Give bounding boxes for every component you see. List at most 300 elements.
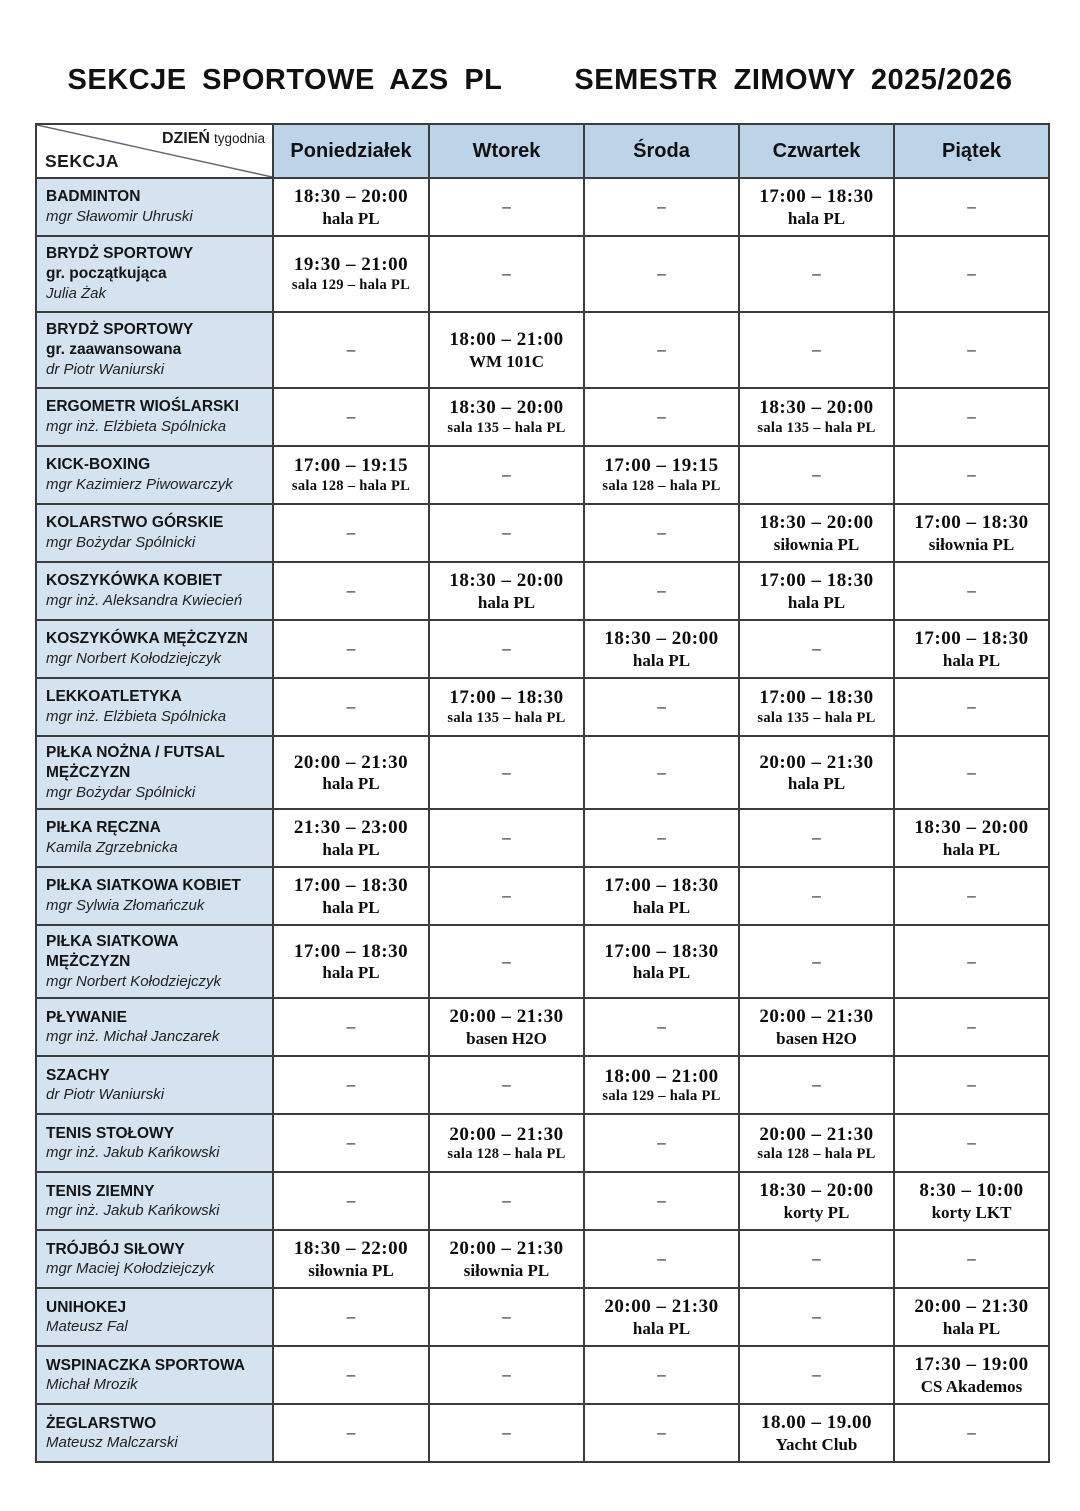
schedule-cell bbox=[894, 1404, 1049, 1462]
slot-time: 17:00 – 18:30 bbox=[914, 627, 1029, 649]
empty-slot-dash: – bbox=[812, 264, 821, 283]
empty-slot-dash: – bbox=[812, 1307, 821, 1327]
empty-slot-dash: – bbox=[346, 1075, 356, 1095]
slot-time: 18:30 – 20:00 bbox=[759, 397, 874, 419]
empty-slot-dash: – bbox=[967, 951, 976, 971]
empty-slot-dash: – bbox=[812, 639, 821, 658]
section-name: TENIS ZIEMNY bbox=[46, 1182, 155, 1200]
schedule-cell bbox=[584, 1114, 739, 1172]
schedule-cell bbox=[273, 1346, 429, 1404]
schedule-cell bbox=[739, 504, 894, 562]
table-row bbox=[36, 446, 1049, 504]
slot-venue: siłownia PL bbox=[773, 534, 860, 554]
table-row bbox=[36, 678, 1049, 736]
section-subtitle: gr. zaawansowana bbox=[46, 341, 182, 359]
table-row bbox=[36, 178, 1049, 236]
slot-venue: hala PL bbox=[942, 839, 1001, 859]
empty-slot-dash: – bbox=[657, 523, 666, 542]
empty-slot-dash: – bbox=[967, 407, 976, 426]
slot-venue: sala 135 – hala PL bbox=[757, 420, 876, 437]
schedule-cell bbox=[894, 504, 1049, 562]
table-row bbox=[36, 925, 1049, 998]
section-instructor: dr Piotr Waniurski bbox=[46, 1086, 165, 1104]
slot-venue: sala 129 – hala PL bbox=[291, 277, 411, 294]
schedule-cell bbox=[429, 1346, 584, 1404]
schedule-cell bbox=[894, 178, 1049, 236]
slot-time: 20:00 – 21:30 bbox=[759, 1123, 874, 1145]
section-name: TENIS STOŁOWY bbox=[46, 1124, 175, 1142]
empty-slot-dash: – bbox=[657, 1365, 666, 1385]
schedule-cell bbox=[894, 1288, 1049, 1346]
document-title bbox=[0, 64, 1080, 97]
schedule-cell bbox=[273, 678, 429, 736]
schedule-cell bbox=[273, 736, 429, 809]
empty-slot-dash: – bbox=[502, 1191, 511, 1211]
schedule-cell bbox=[739, 178, 894, 236]
schedule-cell bbox=[894, 678, 1049, 736]
schedule-cell bbox=[429, 1114, 584, 1172]
empty-slot-dash: – bbox=[967, 264, 976, 283]
slot-venue: hala PL bbox=[632, 963, 691, 983]
schedule-cell bbox=[894, 388, 1049, 446]
empty-slot-dash: – bbox=[657, 697, 666, 716]
schedule-cell bbox=[584, 236, 739, 312]
slot-time: 17:00 – 18:30 bbox=[449, 687, 564, 709]
slot-time: 18:30 – 20:00 bbox=[293, 185, 409, 207]
empty-slot-dash: – bbox=[346, 523, 356, 542]
slot-time: 18:30 – 20:00 bbox=[759, 511, 874, 533]
empty-slot-dash: – bbox=[812, 886, 821, 906]
slot-venue: sala 128 – hala PL bbox=[447, 1146, 566, 1163]
empty-slot-dash: – bbox=[502, 762, 511, 782]
schedule-cell bbox=[273, 236, 429, 312]
schedule-cell bbox=[584, 1404, 739, 1462]
slot-venue: sala 135 – hala PL bbox=[757, 710, 876, 727]
section-cell bbox=[36, 867, 273, 925]
section-name: UNIHOKEJ bbox=[46, 1298, 127, 1316]
empty-slot-dash: – bbox=[967, 762, 976, 782]
table-row bbox=[36, 236, 1049, 312]
slot-venue: basen H2O bbox=[776, 1028, 857, 1048]
slot-time: 20:00 – 21:30 bbox=[293, 751, 409, 773]
schedule-cell bbox=[894, 620, 1049, 678]
section-name: KOSZYKÓWKA MĘŻCZYZN bbox=[46, 630, 248, 648]
schedule-cell bbox=[739, 1172, 894, 1230]
section-subtitle: gr. początkująca bbox=[46, 265, 167, 283]
schedule-cell bbox=[894, 446, 1049, 504]
slot-time: 8:30 – 10:00 bbox=[919, 1180, 1024, 1202]
section-name: BADMINTON bbox=[46, 188, 141, 206]
schedule-cell bbox=[273, 446, 429, 504]
empty-slot-dash: – bbox=[502, 1365, 511, 1385]
table-row bbox=[36, 1114, 1049, 1172]
empty-slot-dash: – bbox=[502, 639, 511, 658]
empty-slot-dash: – bbox=[657, 828, 666, 848]
empty-slot-dash: – bbox=[502, 197, 511, 216]
section-instructor: mgr Bożydar Spólnicki bbox=[46, 534, 196, 552]
section-cell bbox=[36, 736, 273, 809]
schedule-cell bbox=[584, 504, 739, 562]
section-instructor: dr Piotr Waniurski bbox=[46, 361, 165, 379]
schedule-cell bbox=[739, 236, 894, 312]
schedule-cell bbox=[429, 736, 584, 809]
slot-venue: siłownia PL bbox=[928, 534, 1015, 554]
section-instructor: mgr inż. Jakub Kańkowski bbox=[46, 1202, 220, 1220]
day-header-thursday: Czwartek bbox=[739, 124, 894, 178]
empty-slot-dash: – bbox=[346, 1017, 356, 1037]
day-header-wednesday: Środa bbox=[584, 124, 739, 178]
slot-venue: hala PL bbox=[632, 897, 691, 917]
day-header-tuesday: Wtorek bbox=[429, 124, 584, 178]
table-row bbox=[36, 1404, 1049, 1462]
section-instructor: mgr Norbert Kołodziejczyk bbox=[46, 650, 222, 668]
slot-venue: hala PL bbox=[322, 208, 380, 228]
schedule-cell bbox=[273, 1288, 429, 1346]
schedule-cell bbox=[273, 620, 429, 678]
slot-venue: hala PL bbox=[942, 1318, 1001, 1338]
empty-slot-dash: – bbox=[967, 1075, 976, 1095]
slot-venue: sala 128 – hala PL bbox=[757, 1146, 876, 1163]
slot-venue: hala PL bbox=[787, 208, 846, 228]
slot-venue: hala PL bbox=[322, 839, 380, 859]
schedule-cell bbox=[894, 312, 1049, 388]
schedule-cell bbox=[894, 1056, 1049, 1114]
slot-venue: korty PL bbox=[783, 1202, 850, 1222]
slot-venue: siłownia PL bbox=[308, 1260, 394, 1280]
table-row bbox=[36, 620, 1049, 678]
slot-venue: basen H2O bbox=[466, 1028, 547, 1048]
section-cell bbox=[36, 388, 273, 446]
schedule-cell bbox=[429, 504, 584, 562]
schedule-cell bbox=[273, 388, 429, 446]
slot-venue: sala 135 – hala PL bbox=[447, 710, 566, 727]
header-row bbox=[36, 124, 1049, 178]
empty-slot-dash: – bbox=[967, 697, 976, 716]
section-name: LEKKOATLETYKA bbox=[46, 688, 182, 706]
table-row bbox=[36, 867, 1049, 925]
empty-slot-dash: – bbox=[657, 1017, 666, 1037]
empty-slot-dash: – bbox=[502, 264, 511, 283]
section-name: PIŁKA RĘCZNA bbox=[46, 819, 161, 837]
schedule-cell bbox=[584, 1172, 739, 1230]
slot-time: 18:30 – 20:00 bbox=[449, 569, 564, 591]
table-row bbox=[36, 1346, 1049, 1404]
empty-slot-dash: – bbox=[502, 1307, 511, 1327]
schedule-cell bbox=[273, 562, 429, 620]
schedule-cell bbox=[273, 867, 429, 925]
schedule-cell bbox=[584, 312, 739, 388]
empty-slot-dash: – bbox=[502, 1423, 511, 1443]
schedule-cell bbox=[739, 446, 894, 504]
section-cell bbox=[36, 1172, 273, 1230]
slot-time: 17:00 – 18:30 bbox=[293, 940, 409, 962]
section-name: WSPINACZKA SPORTOWA bbox=[46, 1356, 245, 1374]
slot-venue: sala 135 – hala PL bbox=[447, 420, 566, 437]
slot-time: 20:00 – 21:30 bbox=[449, 1006, 564, 1028]
day-header-friday: Piątek bbox=[894, 124, 1049, 178]
section-name: KOLARSTWO GÓRSKIE bbox=[46, 514, 224, 532]
slot-time: 18:00 – 21:00 bbox=[449, 328, 564, 350]
slot-time: 18:30 – 22:00 bbox=[293, 1238, 409, 1260]
schedule-cell bbox=[429, 178, 584, 236]
slot-venue: CS Akademos bbox=[920, 1376, 1023, 1396]
section-cell bbox=[36, 1056, 273, 1114]
schedule-cell bbox=[429, 678, 584, 736]
slot-venue: korty LKT bbox=[931, 1202, 1012, 1222]
empty-slot-dash: – bbox=[346, 1423, 356, 1443]
section-instructor: mgr inż. Elżbieta Spólnicka bbox=[46, 418, 227, 436]
schedule-cell bbox=[739, 562, 894, 620]
empty-slot-dash: – bbox=[967, 581, 976, 600]
section-instructor: Kamila Zgrzebnicka bbox=[46, 839, 178, 857]
section-cell bbox=[36, 504, 273, 562]
schedule-cell bbox=[429, 388, 584, 446]
schedule-cell bbox=[429, 1288, 584, 1346]
empty-slot-dash: – bbox=[502, 465, 511, 484]
table-row bbox=[36, 504, 1049, 562]
schedule-cell bbox=[273, 178, 429, 236]
slot-time: 20:00 – 21:30 bbox=[759, 1006, 874, 1028]
empty-slot-dash: – bbox=[657, 264, 666, 283]
empty-slot-dash: – bbox=[967, 340, 976, 359]
schedule-cell bbox=[894, 998, 1049, 1056]
schedule-cell bbox=[429, 867, 584, 925]
empty-slot-dash: – bbox=[812, 465, 821, 484]
empty-slot-dash: – bbox=[967, 886, 976, 906]
empty-slot-dash: – bbox=[657, 581, 666, 600]
schedule-cell bbox=[273, 1404, 429, 1462]
slot-venue: sala 128 – hala PL bbox=[291, 478, 411, 495]
schedule-cell bbox=[429, 925, 584, 998]
empty-slot-dash: – bbox=[657, 340, 666, 359]
section-cell bbox=[36, 1114, 273, 1172]
section-name: KICK-BOXING bbox=[46, 456, 151, 474]
schedule-cell bbox=[273, 925, 429, 998]
schedule-cell bbox=[273, 1114, 429, 1172]
schedule-cell bbox=[894, 809, 1049, 867]
empty-slot-dash: – bbox=[657, 762, 666, 782]
empty-slot-dash: – bbox=[967, 1249, 976, 1269]
schedule-cell bbox=[894, 925, 1049, 998]
slot-venue: hala PL bbox=[632, 650, 691, 670]
schedule-cell bbox=[739, 925, 894, 998]
schedule-cell bbox=[739, 1056, 894, 1114]
schedule-cell bbox=[894, 1114, 1049, 1172]
table-row bbox=[36, 1230, 1049, 1288]
corner-cell bbox=[36, 124, 273, 178]
schedule-cell bbox=[429, 1230, 584, 1288]
slot-time: 17:00 – 18:30 bbox=[914, 511, 1029, 533]
section-instructor: mgr inż. Elżbieta Spólnicka bbox=[46, 708, 227, 726]
section-cell bbox=[36, 236, 273, 312]
section-instructor: mgr Maciej Kołodziejczyk bbox=[46, 1260, 215, 1278]
schedule-cell bbox=[739, 1404, 894, 1462]
empty-slot-dash: – bbox=[657, 1133, 666, 1153]
schedule-cell bbox=[894, 1346, 1049, 1404]
schedule-cell bbox=[894, 562, 1049, 620]
slot-time: 18:30 – 20:00 bbox=[914, 817, 1029, 839]
schedule-cell bbox=[584, 1346, 739, 1404]
corner-label-section: SEKCJA bbox=[45, 151, 119, 171]
empty-slot-dash: – bbox=[967, 465, 976, 484]
schedule-cell bbox=[584, 809, 739, 867]
table-row bbox=[36, 1056, 1049, 1114]
day-header-monday: Poniedziałek bbox=[273, 124, 429, 178]
table-row bbox=[36, 1288, 1049, 1346]
slot-time: 17:00 – 18:30 bbox=[759, 569, 874, 591]
schedule-cell bbox=[739, 312, 894, 388]
schedule-cell bbox=[584, 1230, 739, 1288]
page-subtitle-semester: SEMESTR ZIMOWY 2025/2026 bbox=[574, 64, 1013, 96]
section-cell bbox=[36, 925, 273, 998]
schedule-cell bbox=[584, 678, 739, 736]
slot-time: 19:30 – 21:00 bbox=[293, 254, 409, 276]
schedule-cell bbox=[273, 998, 429, 1056]
schedule-cell bbox=[739, 867, 894, 925]
schedule-cell bbox=[429, 1172, 584, 1230]
section-cell bbox=[36, 678, 273, 736]
schedule-cell bbox=[429, 1056, 584, 1114]
schedule-cell bbox=[739, 1230, 894, 1288]
schedule-cell bbox=[429, 1404, 584, 1462]
section-instructor: Mateusz Fal bbox=[46, 1318, 128, 1336]
section-name: BRYDŻ SPORTOWY bbox=[46, 245, 194, 263]
section-instructor: mgr inż. Jakub Kańkowski bbox=[46, 1144, 220, 1162]
schedule-cell bbox=[429, 809, 584, 867]
slot-time: 18:30 – 20:00 bbox=[759, 1180, 874, 1202]
schedule-cell bbox=[429, 998, 584, 1056]
section-instructor: mgr Sławomir Uhruski bbox=[46, 208, 193, 226]
section-name: PŁYWANIE bbox=[46, 1008, 127, 1026]
slot-time: 18.00 – 19.00 bbox=[761, 1412, 872, 1434]
empty-slot-dash: – bbox=[502, 828, 511, 848]
section-instructor: mgr Bożydar Spólnicki bbox=[46, 783, 196, 801]
slot-time: 18:00 – 21:00 bbox=[604, 1065, 719, 1087]
schedule-cell bbox=[273, 1172, 429, 1230]
empty-slot-dash: – bbox=[657, 407, 666, 426]
section-instructor: mgr Sylwia Złomańczuk bbox=[46, 897, 205, 915]
empty-slot-dash: – bbox=[657, 1423, 666, 1443]
schedule-cell bbox=[894, 867, 1049, 925]
schedule-cell bbox=[584, 867, 739, 925]
slot-time: 17:30 – 19:00 bbox=[914, 1354, 1029, 1376]
section-name: ERGOMETR WIOŚLARSKI bbox=[46, 398, 239, 416]
empty-slot-dash: – bbox=[502, 886, 511, 906]
section-cell bbox=[36, 1230, 273, 1288]
schedule-cell bbox=[739, 1288, 894, 1346]
slot-venue: siłownia PL bbox=[463, 1260, 550, 1280]
section-name: BRYDŻ SPORTOWY bbox=[46, 321, 194, 339]
schedule-cell bbox=[894, 1230, 1049, 1288]
schedule-cell bbox=[894, 1172, 1049, 1230]
schedule-cell bbox=[584, 446, 739, 504]
empty-slot-dash: – bbox=[812, 828, 821, 848]
empty-slot-dash: – bbox=[346, 1365, 356, 1385]
empty-slot-dash: – bbox=[346, 1307, 356, 1327]
slot-time: 17:00 – 18:30 bbox=[604, 875, 719, 897]
section-name: PIŁKA SIATKOWA MĘŻCZYZN bbox=[46, 933, 179, 970]
section-instructor: mgr Norbert Kołodziejczyk bbox=[46, 972, 222, 990]
slot-venue: hala PL bbox=[787, 592, 846, 612]
slot-venue: hala PL bbox=[322, 963, 380, 983]
slot-venue: hala PL bbox=[942, 650, 1001, 670]
table-row bbox=[36, 388, 1049, 446]
table-row bbox=[36, 562, 1049, 620]
slot-venue: hala PL bbox=[632, 1318, 691, 1338]
schedule-cell bbox=[584, 925, 739, 998]
section-cell bbox=[36, 1346, 273, 1404]
schedule-cell bbox=[584, 562, 739, 620]
slot-time: 20:00 – 21:30 bbox=[604, 1296, 719, 1318]
empty-slot-dash: – bbox=[967, 1423, 976, 1443]
schedule-cell bbox=[739, 736, 894, 809]
slot-venue: hala PL bbox=[477, 592, 536, 612]
section-instructor: mgr inż. Aleksandra Kwiecień bbox=[46, 592, 243, 610]
section-name: TRÓJBÓJ SIŁOWY bbox=[46, 1240, 185, 1258]
empty-slot-dash: – bbox=[812, 340, 821, 359]
slot-venue: hala PL bbox=[322, 897, 380, 917]
section-name: KOSZYKÓWKA KOBIET bbox=[46, 572, 222, 590]
slot-time: 17:00 – 19:15 bbox=[604, 455, 719, 477]
empty-slot-dash: – bbox=[812, 1365, 821, 1385]
empty-slot-dash: – bbox=[812, 1249, 821, 1269]
schedule-cell bbox=[584, 620, 739, 678]
slot-venue: hala PL bbox=[787, 774, 846, 794]
empty-slot-dash: – bbox=[657, 1249, 666, 1269]
slot-venue: sala 129 – hala PL bbox=[602, 1088, 721, 1105]
schedule-cell bbox=[739, 809, 894, 867]
section-instructor: mgr inż. Michał Janczarek bbox=[46, 1028, 220, 1046]
slot-time: 18:30 – 20:00 bbox=[449, 397, 564, 419]
schedule-cell bbox=[273, 1230, 429, 1288]
schedule-cell bbox=[584, 1056, 739, 1114]
slot-time: 17:00 – 18:30 bbox=[604, 940, 719, 962]
schedule-cell bbox=[584, 736, 739, 809]
table-row bbox=[36, 736, 1049, 809]
section-name: SZACHY bbox=[46, 1066, 110, 1084]
empty-slot-dash: – bbox=[346, 639, 356, 658]
empty-slot-dash: – bbox=[967, 1017, 976, 1037]
schedule-cell bbox=[739, 998, 894, 1056]
schedule-cell bbox=[584, 998, 739, 1056]
table-row bbox=[36, 998, 1049, 1056]
schedule-cell bbox=[429, 446, 584, 504]
slot-time: 21:30 – 23:00 bbox=[293, 817, 409, 839]
empty-slot-dash: – bbox=[346, 1191, 356, 1211]
empty-slot-dash: – bbox=[967, 197, 976, 216]
empty-slot-dash: – bbox=[812, 951, 821, 971]
empty-slot-dash: – bbox=[657, 1191, 666, 1211]
slot-venue: hala PL bbox=[322, 774, 380, 794]
schedule-cell bbox=[429, 312, 584, 388]
slot-time: 20:00 – 21:30 bbox=[449, 1238, 564, 1260]
section-cell bbox=[36, 562, 273, 620]
schedule-cell bbox=[739, 620, 894, 678]
empty-slot-dash: – bbox=[502, 523, 511, 542]
slot-time: 17:00 – 18:30 bbox=[759, 687, 874, 709]
section-name: PIŁKA SIATKOWA KOBIET bbox=[46, 877, 241, 895]
section-cell bbox=[36, 1288, 273, 1346]
schedule-cell bbox=[273, 809, 429, 867]
schedule-cell bbox=[273, 312, 429, 388]
empty-slot-dash: – bbox=[502, 951, 511, 971]
slot-time: 17:00 – 18:30 bbox=[293, 875, 409, 897]
section-cell bbox=[36, 178, 273, 236]
empty-slot-dash: – bbox=[346, 697, 356, 716]
section-instructor: mgr Kazimierz Piwowarczyk bbox=[46, 476, 233, 494]
slot-venue: WM 101C bbox=[468, 351, 545, 371]
section-cell bbox=[36, 998, 273, 1056]
